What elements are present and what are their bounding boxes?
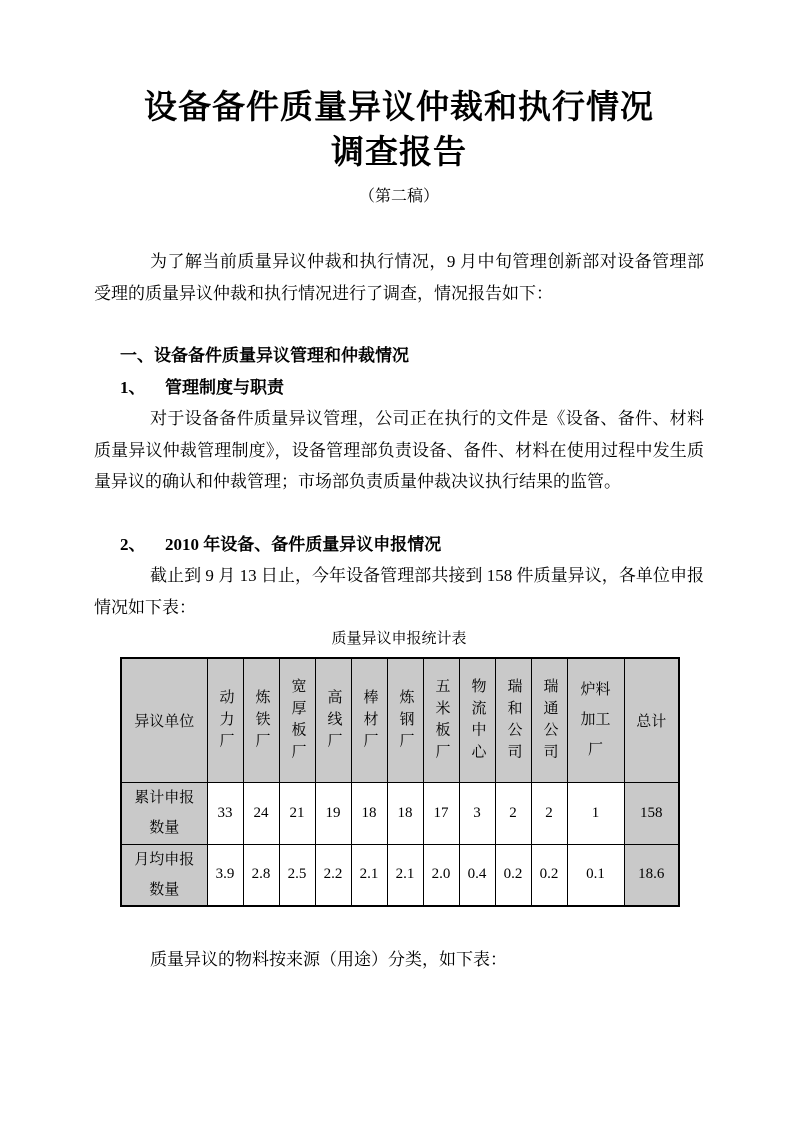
data-cell: 17 (423, 782, 459, 844)
column-header-ruitonggongsi: 瑞通公司 (531, 658, 567, 782)
column-header-total: 总计 (624, 658, 679, 782)
draft-note: （第二稿） (358, 188, 439, 205)
table-row-monthly-average (121, 844, 679, 906)
subsection-1-number: 1、 (120, 377, 146, 397)
data-cell: 2.1 (387, 844, 423, 906)
data-cell: 2.8 (243, 844, 279, 906)
column-header-liantiechang: 炼铁厂 (243, 658, 279, 782)
row-label-monthly-average: 月均申报数量 (121, 844, 207, 906)
column-header-ruihegongsi: 瑞和公司 (495, 658, 531, 782)
subsection-2-body: 截止到 9 月 13 日止，今年设备管理部共接到 158 件质量异议，各单位申报情况如下表： (94, 566, 704, 617)
data-cell: 19 (315, 782, 351, 844)
subsection-2-heading (120, 529, 704, 561)
column-header-wumibanchang: 五米板厂 (423, 658, 459, 782)
column-header-gaoxianchang: 高线厂 (315, 658, 351, 782)
column-header-kuanhoubanchang: 宽厚板厂 (279, 658, 315, 782)
closing-paragraph: 质量异议的物料按来源（用途）分类，如下表： (150, 949, 507, 969)
stats-table (120, 657, 680, 907)
data-cell: 21 (279, 782, 315, 844)
corner-header-label: 异议单位 (134, 713, 195, 730)
column-header-luliaojiagongchang: 炉料加工厂 (567, 658, 624, 782)
intro-paragraph: 为了解当前质量异议仲裁和执行情况，9 月中旬管理创新部对设备管理部受理的质量异议仲裁和执行情况进行了调查，情况报告如下： (94, 252, 704, 303)
column-header-wuliuzhongxin: 物流中心 (459, 658, 495, 782)
subsection-1-body: 对于设备备件质量异议管理，公司正在执行的文件是《设备、备件、材料质量异议仲裁管理制度》，设备管理部负责设备、备件、材料在使用过程中发生质量异议的确认和仲裁管理；市场部负责质量仲裁决议执行结果的监管。 (94, 409, 704, 491)
column-header-donglichang: 动力厂 (207, 658, 243, 782)
subsection-1-heading (120, 372, 704, 404)
table-caption: 质量异议申报统计表 (331, 631, 467, 647)
data-cell: 0.2 (495, 844, 531, 906)
data-cell: 2 (495, 782, 531, 844)
data-cell: 18 (387, 782, 423, 844)
data-cell: 3.9 (207, 844, 243, 906)
data-cell: 2.0 (423, 844, 459, 906)
data-cell-total: 18.6 (624, 844, 679, 906)
data-cell: 2.1 (351, 844, 387, 906)
page-title-line2: 调查报告 (331, 135, 467, 171)
data-cell-total: 158 (624, 782, 679, 844)
data-cell: 18 (351, 782, 387, 844)
data-cell: 2.5 (279, 844, 315, 906)
data-cell: 0.4 (459, 844, 495, 906)
data-cell: 3 (459, 782, 495, 844)
data-cell: 0.1 (567, 844, 624, 906)
data-cell: 2 (531, 782, 567, 844)
subsection-1-title: 管理制度与职责 (165, 377, 284, 397)
data-cell: 0.2 (531, 844, 567, 906)
data-cell: 24 (243, 782, 279, 844)
subsection-2-number: 2、 (120, 534, 146, 554)
column-header-liangangchang: 炼钢厂 (387, 658, 423, 782)
row-label-cumulative: 累计申报数量 (121, 782, 207, 844)
table-header-row (121, 658, 679, 782)
data-cell: 1 (567, 782, 624, 844)
data-cell: 33 (207, 782, 243, 844)
column-header-bangcaichang: 棒材厂 (351, 658, 387, 782)
page-title-line1: 设备备件质量异议仲裁和执行情况 (144, 90, 654, 126)
subsection-2-title: 2010 年设备、备件质量异议申报情况 (165, 534, 442, 554)
data-cell: 2.2 (315, 844, 351, 906)
section-1-heading: 一、设备备件质量异议管理和仲裁情况 (120, 346, 409, 365)
corner-header-cell (121, 658, 207, 782)
table-row-cumulative (121, 782, 679, 844)
